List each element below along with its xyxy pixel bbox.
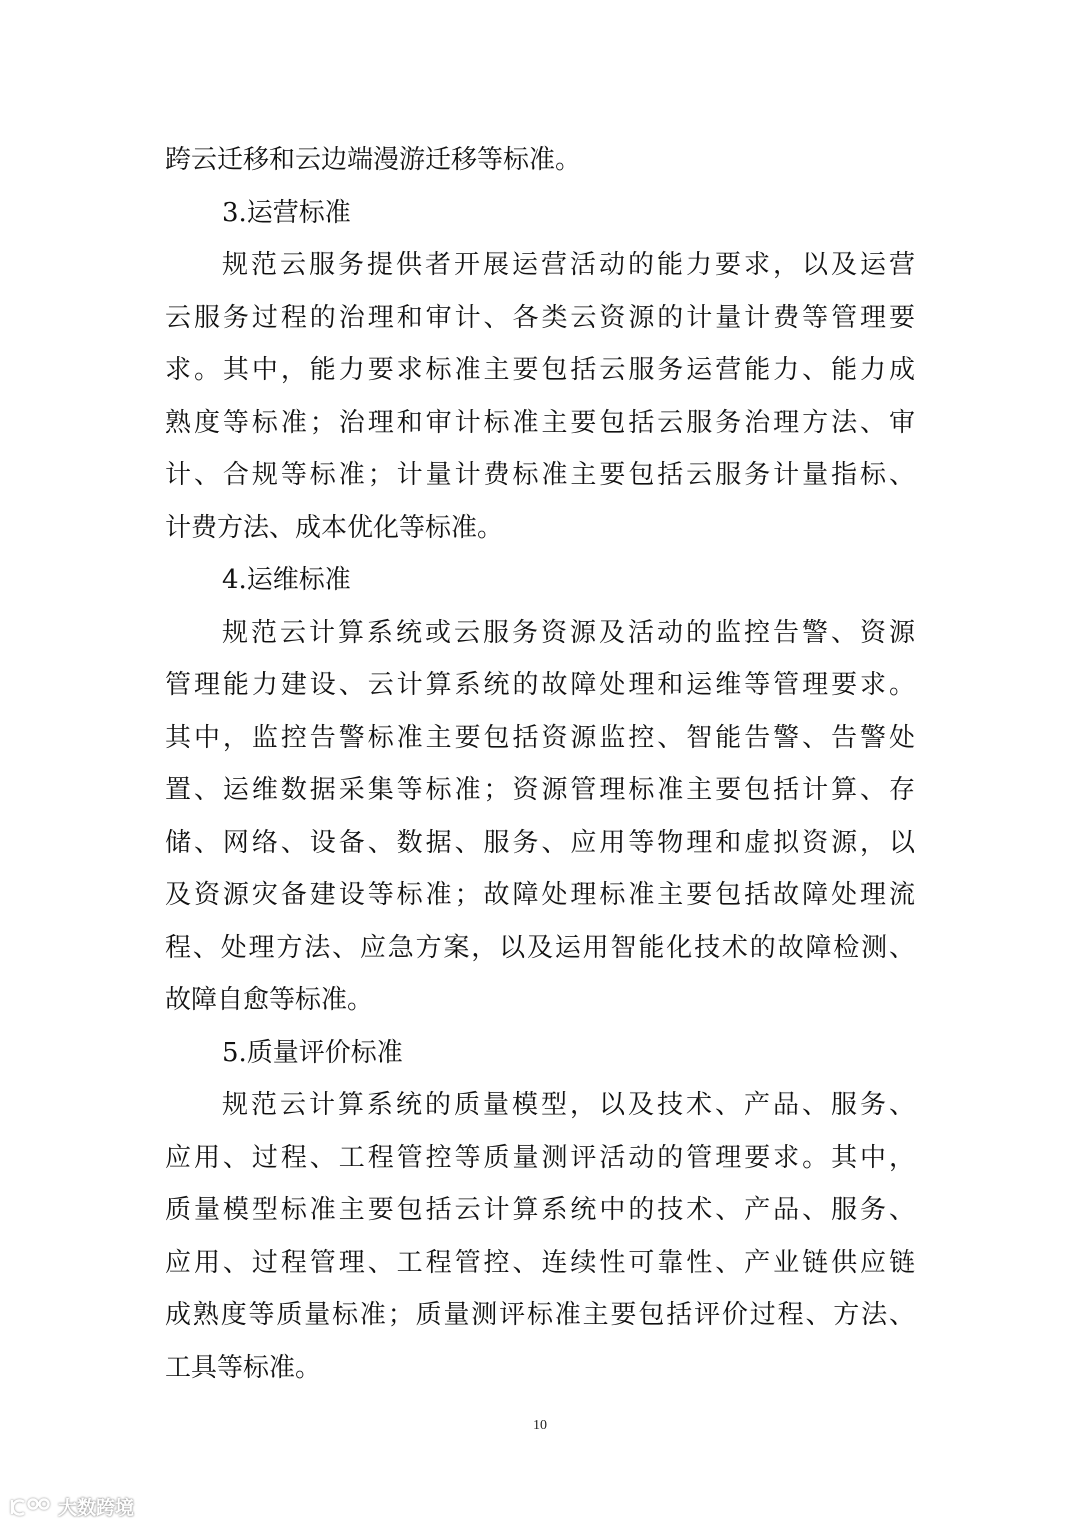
- watermark-text: 大数跨境: [58, 1497, 135, 1519]
- document-body: [165, 134, 915, 1394]
- text-line: 规范云计算系统的质量模型，以及技术、产品、服务、: [222, 1090, 915, 1120]
- section-heading: 5.质量评价标准: [222, 1037, 403, 1068]
- text-line: 计、合规等标准；计量计费标准主要包括云服务计量指标、: [165, 460, 915, 490]
- text-line: 求。其中，能力要求标准主要包括云服务运营能力、能力成: [165, 355, 915, 385]
- text-line: 云服务过程的治理和审计、各类云资源的计量计费等管理要: [165, 302, 915, 333]
- watermark-logo-icon: [8, 1496, 52, 1518]
- text-line: 及资源灾备建设等标准；故障处理标准主要包括故障处理流: [165, 880, 915, 910]
- text-line: 工具等标准。: [165, 1352, 322, 1383]
- text-line: 规范云计算系统或云服务资源及活动的监控告警、资源: [222, 617, 915, 648]
- watermark: [8, 1493, 134, 1520]
- text-line: 质量模型标准主要包括云计算系统中的技术、产品、服务、: [165, 1195, 915, 1225]
- text-line: 程、处理方法、应急方案，以及运用智能化技术的故障检测、: [165, 932, 915, 963]
- text-line: 应用、过程、工程管控等质量测评活动的管理要求。其中，: [165, 1142, 915, 1173]
- text-line: 其中，监控告警标准主要包括资源监控、智能告警、告警处: [165, 722, 915, 753]
- text-line: 管理能力建设、云计算系统的故障处理和运维等管理要求。: [165, 670, 915, 700]
- text-line: 储、网络、设备、数据、服务、应用等物理和虚拟资源，以: [165, 827, 915, 858]
- section-heading: 4.运维标准: [222, 565, 351, 595]
- text-line: 熟度等标准；治理和审计标准主要包括云服务治理方法、审: [165, 407, 915, 438]
- section-heading: 3.运营标准: [222, 197, 351, 228]
- text-line: 规范云服务提供者开展运营活动的能力要求，以及运营: [222, 250, 915, 280]
- text-line: 置、运维数据采集等标准；资源管理标准主要包括计算、存: [165, 775, 915, 805]
- text-line: 计费方法、成本优化等标准。: [165, 512, 504, 543]
- text-line: 故障自愈等标准。: [165, 985, 374, 1015]
- text-line: 成熟度等质量标准；质量测评标准主要包括评价过程、方法、: [165, 1300, 915, 1330]
- page-number: 10: [533, 1418, 547, 1433]
- text-line: 跨云迁移和云边端漫游迁移等标准。: [165, 145, 582, 175]
- text-line: 应用、过程管理、工程管控、连续性可靠性、产业链供应链: [165, 1247, 915, 1278]
